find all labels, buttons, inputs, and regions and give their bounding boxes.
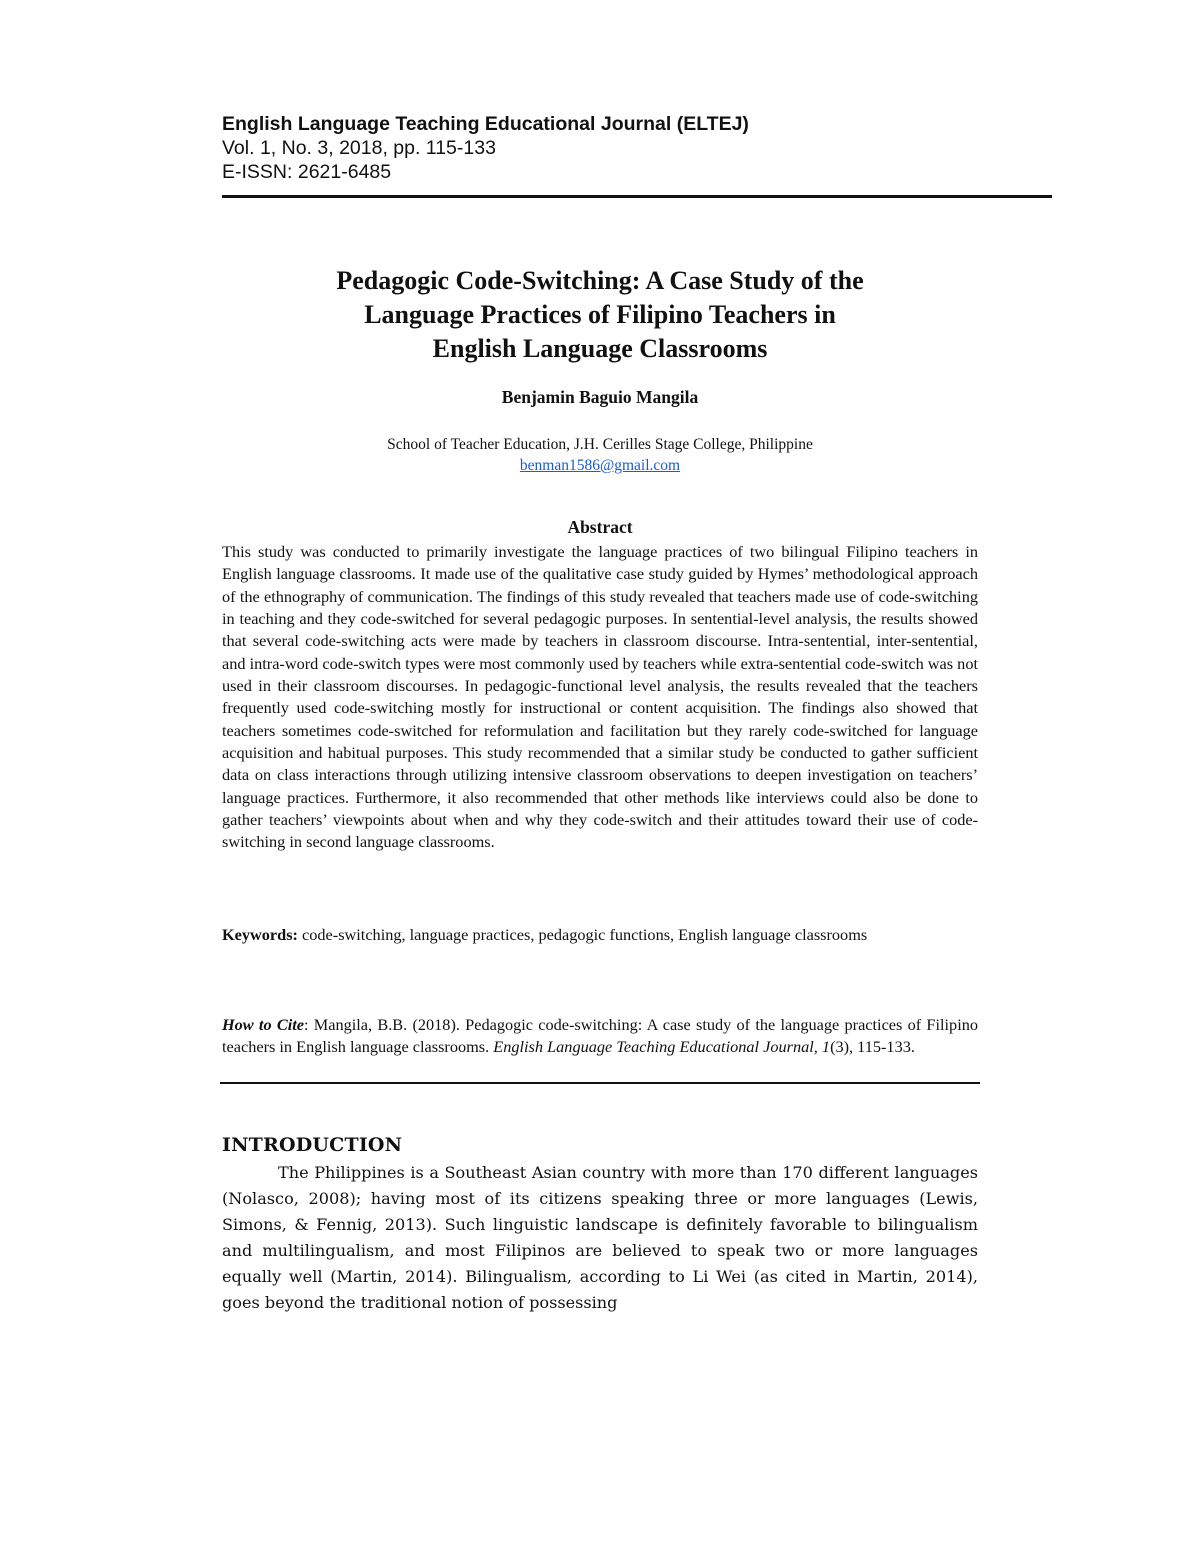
keywords-text: code-switching, language practices, pedagogic functions, English language classrooms <box>297 925 868 944</box>
header-divider <box>222 195 1052 198</box>
abstract-heading: Abstract <box>567 517 633 537</box>
affiliation: School of Teacher Education, J.H. Cerilles Stage College, Philippine <box>387 436 813 453</box>
author-name: Benjamin Baguio Mangila <box>501 387 699 407</box>
keywords-label: Keywords: <box>222 925 298 944</box>
introduction-text: The Philippines is a Southeast Asian country with more than 170 different languages (Nolasco, 2008); having most of its citizens speaking three or more languages (Lewis, Simons, & Fennig, 2013). Such linguistic landscape is definitely favorable to bilingualism and multilingualism, and most Filipinos are believed to speak two or more languages equally well (Martin, 2014). Bilingualism, according to Li Wei (as cited in Martin, 2014), goes beyond the traditional notion of possessing <box>222 1163 978 1312</box>
journal-header <box>222 112 1052 184</box>
citation-divider <box>220 1082 980 1084</box>
journal-name: English Language Teaching Educational Journal (ELTEJ) <box>222 113 749 135</box>
introduction-heading: INTRODUCTION <box>222 1134 403 1156</box>
issn: E-ISSN: 2621-6485 <box>222 161 392 183</box>
how-to-cite <box>222 1014 978 1059</box>
cite-label: How to Cite <box>222 1015 304 1034</box>
title-line-2: Language Practices of Filipino Teachers in <box>364 300 836 329</box>
title-line-1: Pedagogic Code-Switching: A Case Study of the <box>336 266 864 295</box>
cite-text: : Mangila, B.B. (2018). Pedagogic code-switching: A case study of the language practices of Filipino teachers in English language classrooms. <box>222 1015 978 1057</box>
cite-pages: (3), 115-133. <box>830 1037 915 1057</box>
title-line-3: English Language Classrooms <box>432 334 768 363</box>
cite-journal: English Language Teaching Educational Journal, 1 <box>493 1037 831 1057</box>
volume-info: Vol. 1, No. 3, 2018, pp. 115-133 <box>222 137 496 159</box>
article-title <box>222 264 978 366</box>
abstract-text: This study was conducted to primarily investigate the language practices of two bilingual Filipino teachers in English language classrooms. It made use of the qualitative case study guided by Hymes’ methodological approach of the ethnography of communication. The findings of this study revealed that teachers made use of code-switching in teaching and they code-switched for several pedagogic purposes. In sentential-level analysis, the results showed that several code-switching acts were made by teachers in classroom discourse. Intra-sentential, inter-sentential, and intra-word code-switch types were most commonly used by teachers while extra-sentential code-switch was not used in their classroom discourses. In pedagogic-functional level analysis, the results revealed that the teachers frequently used code-switching mostly for instructional or content acquisition. The findings also showed that teachers sometimes code-switched for reformulation and facilitation but they rarely code-switched for language acquisition and habitual purposes. This study recommended that a similar study be conducted to gather sufficient data on class interactions through utilizing intensive classroom observations to deepen investigation on teachers’ language practices. Furthermore, it also recommended that other methods like interviews could also be done to gather teachers’ viewpoints about when and why they code-switch and their attitudes toward their use of code-switching in second language classrooms. <box>222 542 978 852</box>
keywords <box>222 924 922 947</box>
author-email-link[interactable]: benman1586@gmail.com <box>519 457 681 474</box>
author-affiliation-block <box>222 434 978 476</box>
